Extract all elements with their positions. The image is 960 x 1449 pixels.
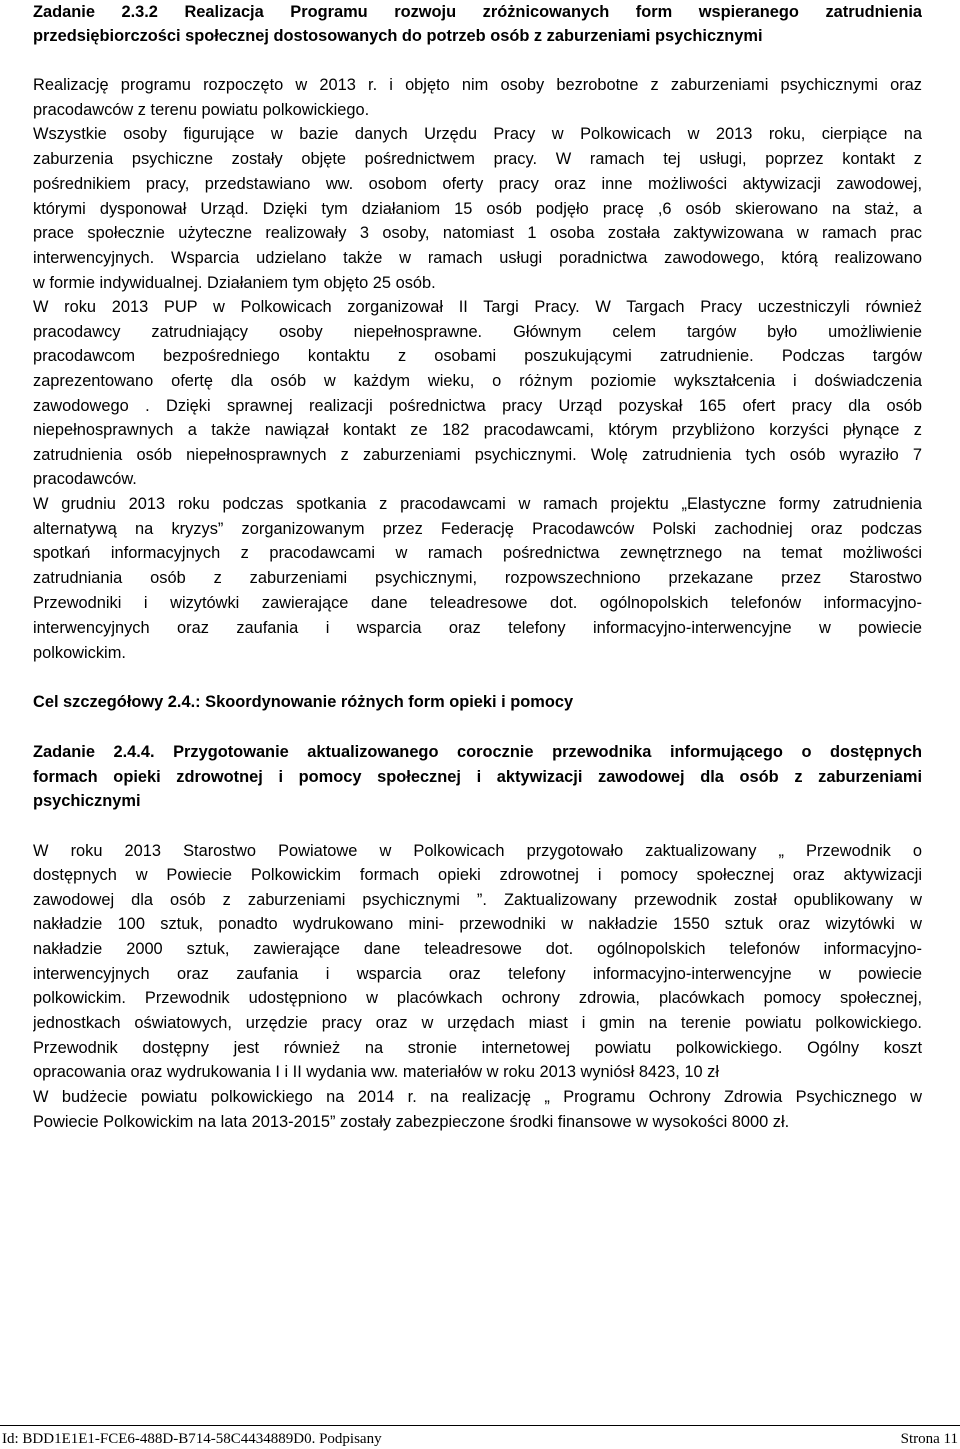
text-line: pracodawców.: [33, 470, 137, 488]
text-line: zawodowego . Dzięki sprawnej realizacji pośrednictwa pracy Urząd pozyskał 165 ofert pracy dla osób: [33, 397, 922, 415]
text-line: pracodawców z terenu powiatu polkowickiego.: [33, 101, 370, 119]
text-line: polkowickim. Przewodnik udostępniono w placówkach ochrony zdrowia, placówkach pomocy społecznej,: [33, 989, 922, 1007]
text-line: Przewodnik dostępny jest również na stronie internetowej powiatu polkowickiego. Ogólny koszt: [33, 1039, 922, 1057]
text-line: spotkań informacyjnych z pracodawcami w ramach pośrednictwa zewnętrznego na temat możliwości: [33, 544, 922, 562]
text-line: dostępnych w Powiecie Polkowickim formach opieki zdrowotnej i pomocy społecznej oraz aktywizacji: [33, 866, 922, 884]
text-line: W roku 2013 PUP w Polkowicach zorganizował II Targi Pracy. W Targach Pracy uczestniczyli również: [33, 298, 922, 316]
text-line: interwencyjnych oraz zaufania i wsparcia oraz telefony informacyjno-interwencyjne w powiecie: [33, 619, 922, 637]
footer-divider: [0, 1425, 960, 1426]
text-line: Zadanie 2.3.2 Realizacja Programu rozwoju zróżnicowanych form wspieranego zatrudnienia: [33, 3, 922, 21]
text-line: którymi dysponował Urząd. Dzięki tym działaniom 15 osób podjęło pracę ,6 osób skierowano na staż, a: [33, 200, 922, 218]
text-line: przedsiębiorczości społecznej dostosowanych do potrzeb osób z zaburzeniami psychicznymi: [33, 27, 763, 45]
text-line: zaprezentowano ofertę dla osób w każdym wieku, o różnym poziomie wykształcenia i doświadczenia: [33, 372, 922, 390]
text-line: pracodawcy zatrudniający osoby niepełnosprawne. Głównym celem targów było umożliwienie: [33, 323, 922, 341]
text-line: zaburzenia psychiczne zostały objęte pośrednictwem pracy. W ramach tej usługi, poprzez kontakt z: [33, 150, 922, 168]
text-line: zawodowej dla osób z zaburzeniami psychicznymi ”. Zaktualizowany przewodnik został opublikowany w: [33, 891, 922, 909]
text-line: nakładzie 100 sztuk, ponadto wydrukowano mini- przewodniki w nakładzie 1550 sztuk oraz wizytówki w: [33, 915, 922, 933]
task-heading: psychicznymi: [33, 792, 141, 810]
page-number: Strona 11: [900, 1431, 958, 1447]
text-line: opracowania oraz wydrukowania I i II wydania ww. materiałów w roku 2013 wyniósł 8423, 10 zł: [33, 1063, 720, 1081]
text-line: W budżecie powiatu polkowickiego na 2014 r. na realizację „ Programu Ochrony Zdrowia Psychicznego w: [33, 1088, 922, 1106]
text-line: Przewodniki i wizytówki zawierające dane teleadresowe dot. ogólnopolskich telefonów informacyjno-: [33, 594, 922, 612]
text-line: alternatywą na kryzys” zorganizowanym przez Federację Pracodawców Polski zachodniej oraz podczas: [33, 520, 922, 538]
text-line: interwencyjnych oraz zaufania i wsparcia oraz telefony informacyjno-interwencyjne w powiecie: [33, 965, 922, 983]
page-footer: [0, 1429, 960, 1449]
text-line: W grudniu 2013 roku podczas spotkania z pracodawcami w ramach projektu „Elastyczne formy zatrudnienia: [33, 495, 922, 513]
text-line: Wszystkie osoby figurujące w bazie danych Urzędu Pracy w Polkowicach w 2013 roku, cierpiące na: [33, 125, 922, 143]
text-line: zatrudniania osób z zaburzeniami psychicznymi, rozpowszechniono przekazane przez Starostwo: [33, 569, 922, 587]
section-heading: Cel szczegółowy 2.4.: Skoordynowanie różnych form opieki i pomocy: [33, 693, 574, 711]
text-line: prace społecznie użyteczne realizowały 3 osoby, natomiast 1 osoba została zaktywizowana w ramach prac: [33, 224, 922, 242]
text-line: niepełnosprawnych a także nawiązał kontakt ze 182 pracodawcami, którym przybliżono korzyści płynące z: [33, 421, 922, 439]
text-line: zatrudnienia osób niepełnosprawnych z zaburzeniami psychicznymi. Wolę zatrudnienia tych osób wyraziło 7: [33, 446, 922, 464]
text-line: pracodawcom bezpośredniego kontaktu z osobami poszukującymi zatrudnienie. Podczas targów: [33, 347, 922, 365]
text-line: w formie indywidualnej. Działaniem tym objęto 25 osób.: [33, 274, 436, 292]
text-line: W roku 2013 Starostwo Powiatowe w Polkowicach przygotowało zaktualizowany „ Przewodnik o: [33, 842, 922, 860]
text-line: Realizację programu rozpoczęto w 2013 r. i objęto nim osoby bezrobotne z zaburzeniami psychicznymi oraz: [33, 76, 922, 94]
task-heading: formach opieki zdrowotnej i pomocy społecznej i aktywizacji zawodowej dla osób z zaburzeniami: [33, 768, 922, 786]
text-line: nakładzie 2000 sztuk, zawierające dane teleadresowe dot. ogólnopolskich telefonów informacyjno-: [33, 940, 922, 958]
text-line: polkowickim.: [33, 644, 126, 662]
text-line: Powiecie Polkowickim na lata 2013-2015” zostały zabezpieczone środki finansowe w wysokości 8000 zł.: [33, 1113, 790, 1131]
text-line: interwencyjnych. Wsparcia udzielano także w ramach usługi poradnictwa zawodowego, którą realizowano: [33, 249, 922, 267]
task-heading: Zadanie 2.4.4. Przygotowanie aktualizowanego corocznie przewodnika informującego o dostępnych: [33, 743, 922, 761]
document-id: Id: BDD1E1E1-FCE6-488D-B714-58C4434889D0. Podpisany: [2, 1431, 382, 1447]
text-line: jednostkach oświatowych, urzędzie pracy oraz w urzędach miast i gmin na terenie powiatu polkowickiego.: [33, 1014, 922, 1032]
text-line: pośrednikiem pracy, przedstawiano ww. osobom oferty pracy oraz inne możliwości aktywizacji zawodowej,: [33, 175, 922, 193]
